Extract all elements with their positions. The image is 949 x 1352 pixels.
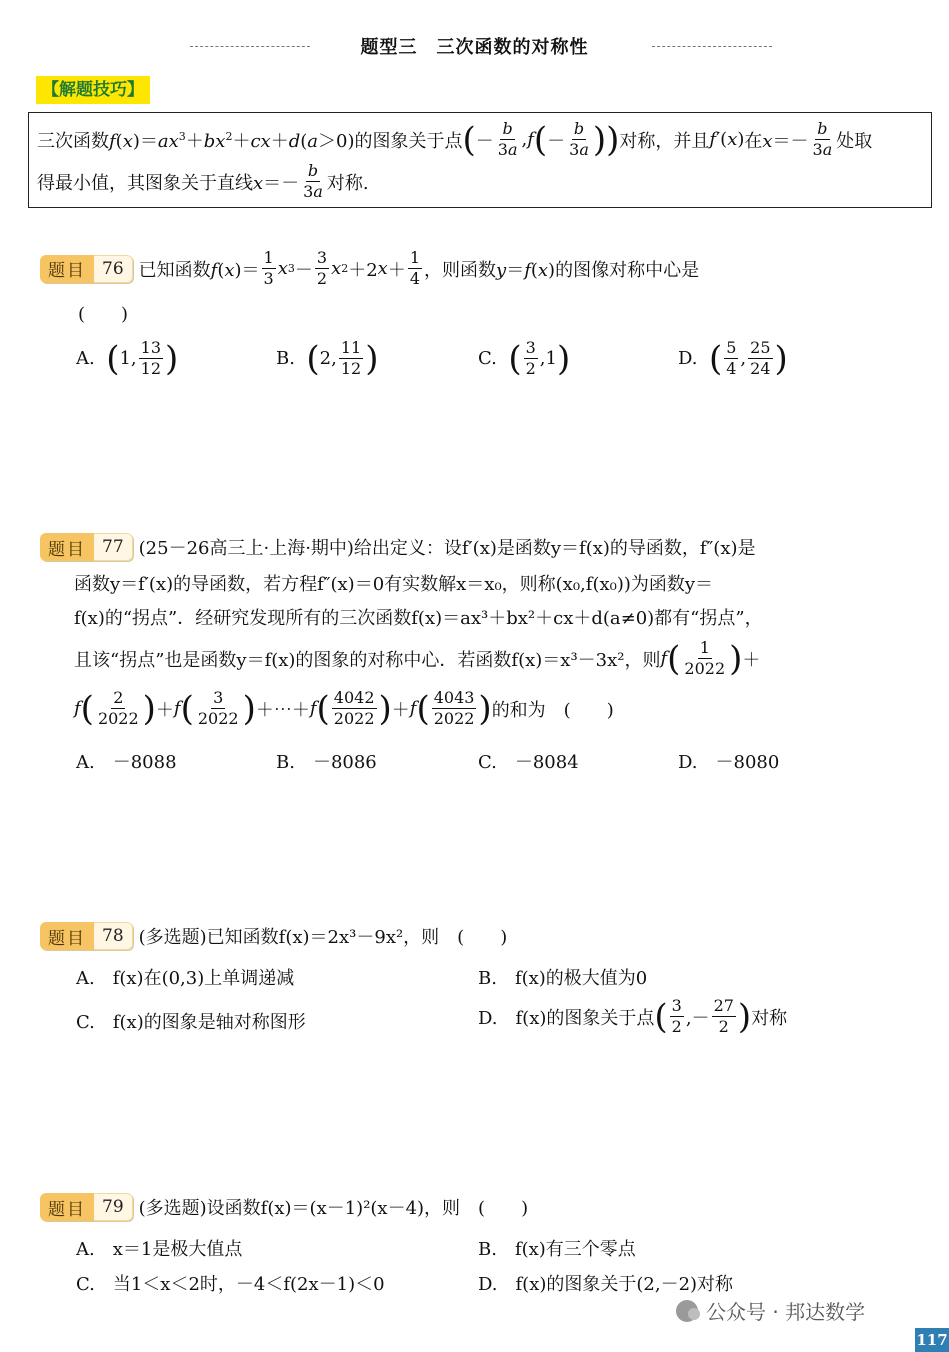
watermark: 公众号 · 邦达数学	[676, 1296, 865, 1325]
technique-line-2: 得最小值，其图象关于直线 x＝－ $\frac{b}{3a}$ 对称.	[37, 161, 369, 201]
question-76-option-d: D. ( $\frac{5}{4}$ , $\frac{25}{24}$ )	[678, 338, 788, 379]
question-76-stem: 题目 76 已知函数 f(x)＝ $\frac{1}{3}$ x 3 － $\frac{3}{2}$ x 2 ＋2 x ＋ $\frac{1}{4}$ ，则函数 y＝f(x) 的图像对称中心是	[40, 250, 699, 287]
technique-box	[28, 112, 932, 208]
question-badge: 题目 79	[40, 1193, 133, 1221]
question-79-option-d: D. f(x)的图象关于(2,－2)对称	[478, 1274, 734, 1295]
question-76-paren: ( )	[78, 304, 129, 325]
question-77-line-4: 且该“拐点”也是函数y＝f(x)的图象的对称中心．若函数f(x)＝x³－3x²，则 f ( $\frac{1}{2022}$ ) ＋	[74, 638, 761, 679]
question-79-option-c: C. 当1＜x＜2时，－4＜f(2x－1)＜0	[76, 1274, 385, 1295]
question-77-line-1: 题目 77 (25－26高三上·上海·期中)给出定义：设f′(x)是函数y＝f(x)的导函数，f″(x)是	[40, 533, 756, 561]
question-78-option-d: D. f(x)的图象关于点 ( $\frac{3}{2}$ ,－ $\frac{27}{2}$ ) 对称	[478, 996, 788, 1037]
question-badge: 题目 76	[40, 255, 133, 283]
question-79-option-a: A. x＝1是极大值点	[76, 1239, 243, 1260]
question-badge: 题目 78	[40, 922, 133, 950]
question-badge: 题目 77	[40, 533, 133, 561]
question-77-line-3: f(x)的“拐点”．经研究发现所有的三次函数f(x)＝ax³＋bx²＋cx＋d(a≠0)都有“拐点”，	[74, 608, 763, 629]
question-77-option-d: D. －8080	[678, 752, 780, 773]
question-76-option-c: C. ( $\frac{3}{2}$ ,1 )	[478, 338, 571, 379]
question-77-line-2: 函数y＝f′(x)的导函数，若方程f″(x)＝0有实数解x＝x₀，则称(x₀,f(x₀))为函数y＝	[74, 574, 714, 595]
technique-tag: 【解题技巧】	[36, 76, 150, 104]
page-number: 117	[915, 1328, 949, 1352]
question-77-line-5: f ( $\frac{2}{2022}$ ) ＋ f ( $\frac{3}{2022}$ ) ＋⋯＋ f ( $\frac{4042}{2022}$ ) ＋ f ( $\frac{4043}{2022}$ ) 的和为 ( )	[74, 688, 614, 729]
question-78-option-c: C. f(x)的图象是轴对称图形	[76, 1012, 306, 1033]
question-78-option-a: A. f(x)在(0,3)上单调递减	[76, 968, 295, 989]
question-79-stem: 题目 79 (多选题)设函数f(x)＝(x－1)²(x－4)，则 ( )	[40, 1193, 528, 1221]
question-77-option-b: B. －8086	[276, 752, 377, 773]
question-76-option-a: A. ( 1, $\frac{13}{12}$ )	[76, 338, 179, 379]
wechat-icon	[676, 1300, 698, 1322]
question-77-option-a: A. －8088	[76, 752, 177, 773]
header-divider-right	[652, 46, 772, 47]
question-79-option-b: B. f(x)有三个零点	[478, 1239, 636, 1260]
technique-line-1: 三次函数 $f(x)=ax^3+bx^2+cx+d(a>0)$ 的图象关于点 ( － $\frac{b}{3a}$ , f ( － $\frac{b}{3a}$ )) 对称，并且 f′(x) 在 x＝－ $\frac{b}{3a}$ 处取	[37, 119, 873, 160]
section-title: 题型三 三次函数的对称性	[360, 37, 589, 58]
question-78-stem: 题目 78 (多选题)已知函数f(x)＝2x³－9x²，则 ( )	[40, 922, 507, 950]
question-76-option-b: B. ( 2, $\frac{11}{12}$ )	[276, 338, 379, 379]
question-77-option-c: C. －8084	[478, 752, 579, 773]
question-78-option-b: B. f(x)的极大值为0	[478, 968, 648, 989]
